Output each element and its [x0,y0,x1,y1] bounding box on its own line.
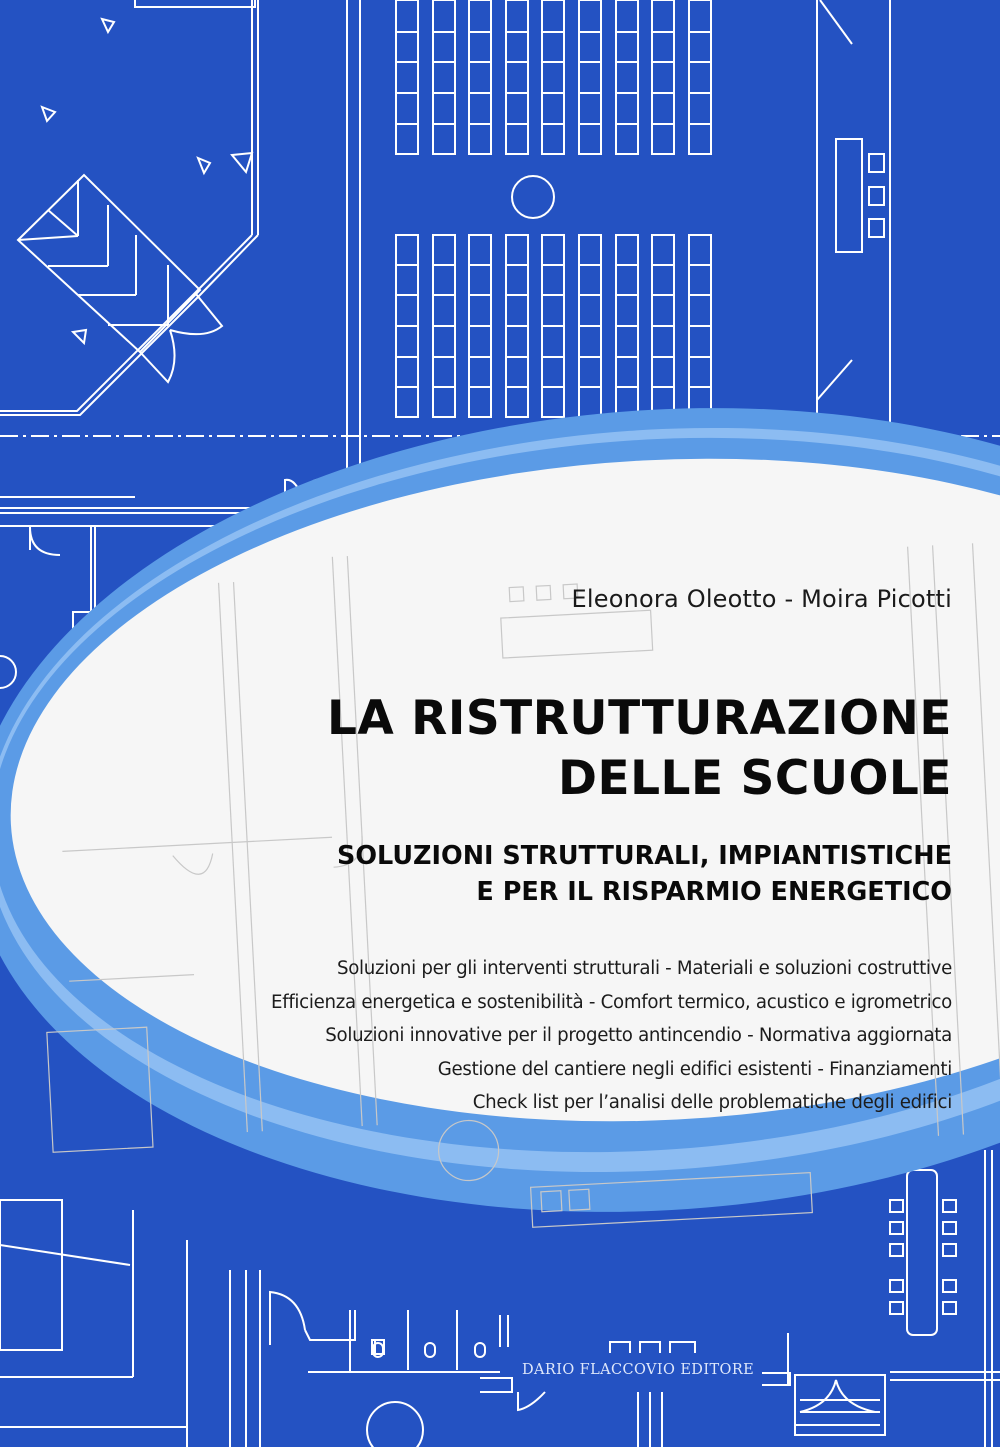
authors: Eleonora Oleotto - Moira Picotti [571,585,952,613]
topic-item: Gestione del cantiere negli edifici esistenti - Finanziamenti [437,1058,952,1080]
subtitle-line-2: E PER IL RISPARMIO ENERGETICO [476,877,952,907]
topic-item: Check list per l’analisi delle problematiche degli edifici [472,1092,952,1114]
topic-item: Efficienza energetica e sostenibilità - Comfort termico, acustico e igrometrico [271,991,952,1013]
topic-item: Soluzioni per gli interventi strutturali - Materiali e soluzioni costruttive [336,958,952,979]
title-line-2: DELLE SCUOLE [557,751,952,806]
title-line-1: LA RISTRUTTURAZIONE [326,691,952,746]
topics-list [271,952,952,1120]
subtitle-line-1: SOLUZIONI STRUTTURALI, IMPIANTISTICHE [336,841,952,871]
topic-item: Soluzioni innovative per il progetto antincendio - Normativa aggiornata [325,1025,952,1047]
publisher-name: DARIO FLACCOVIO EDITORE [522,1362,755,1378]
